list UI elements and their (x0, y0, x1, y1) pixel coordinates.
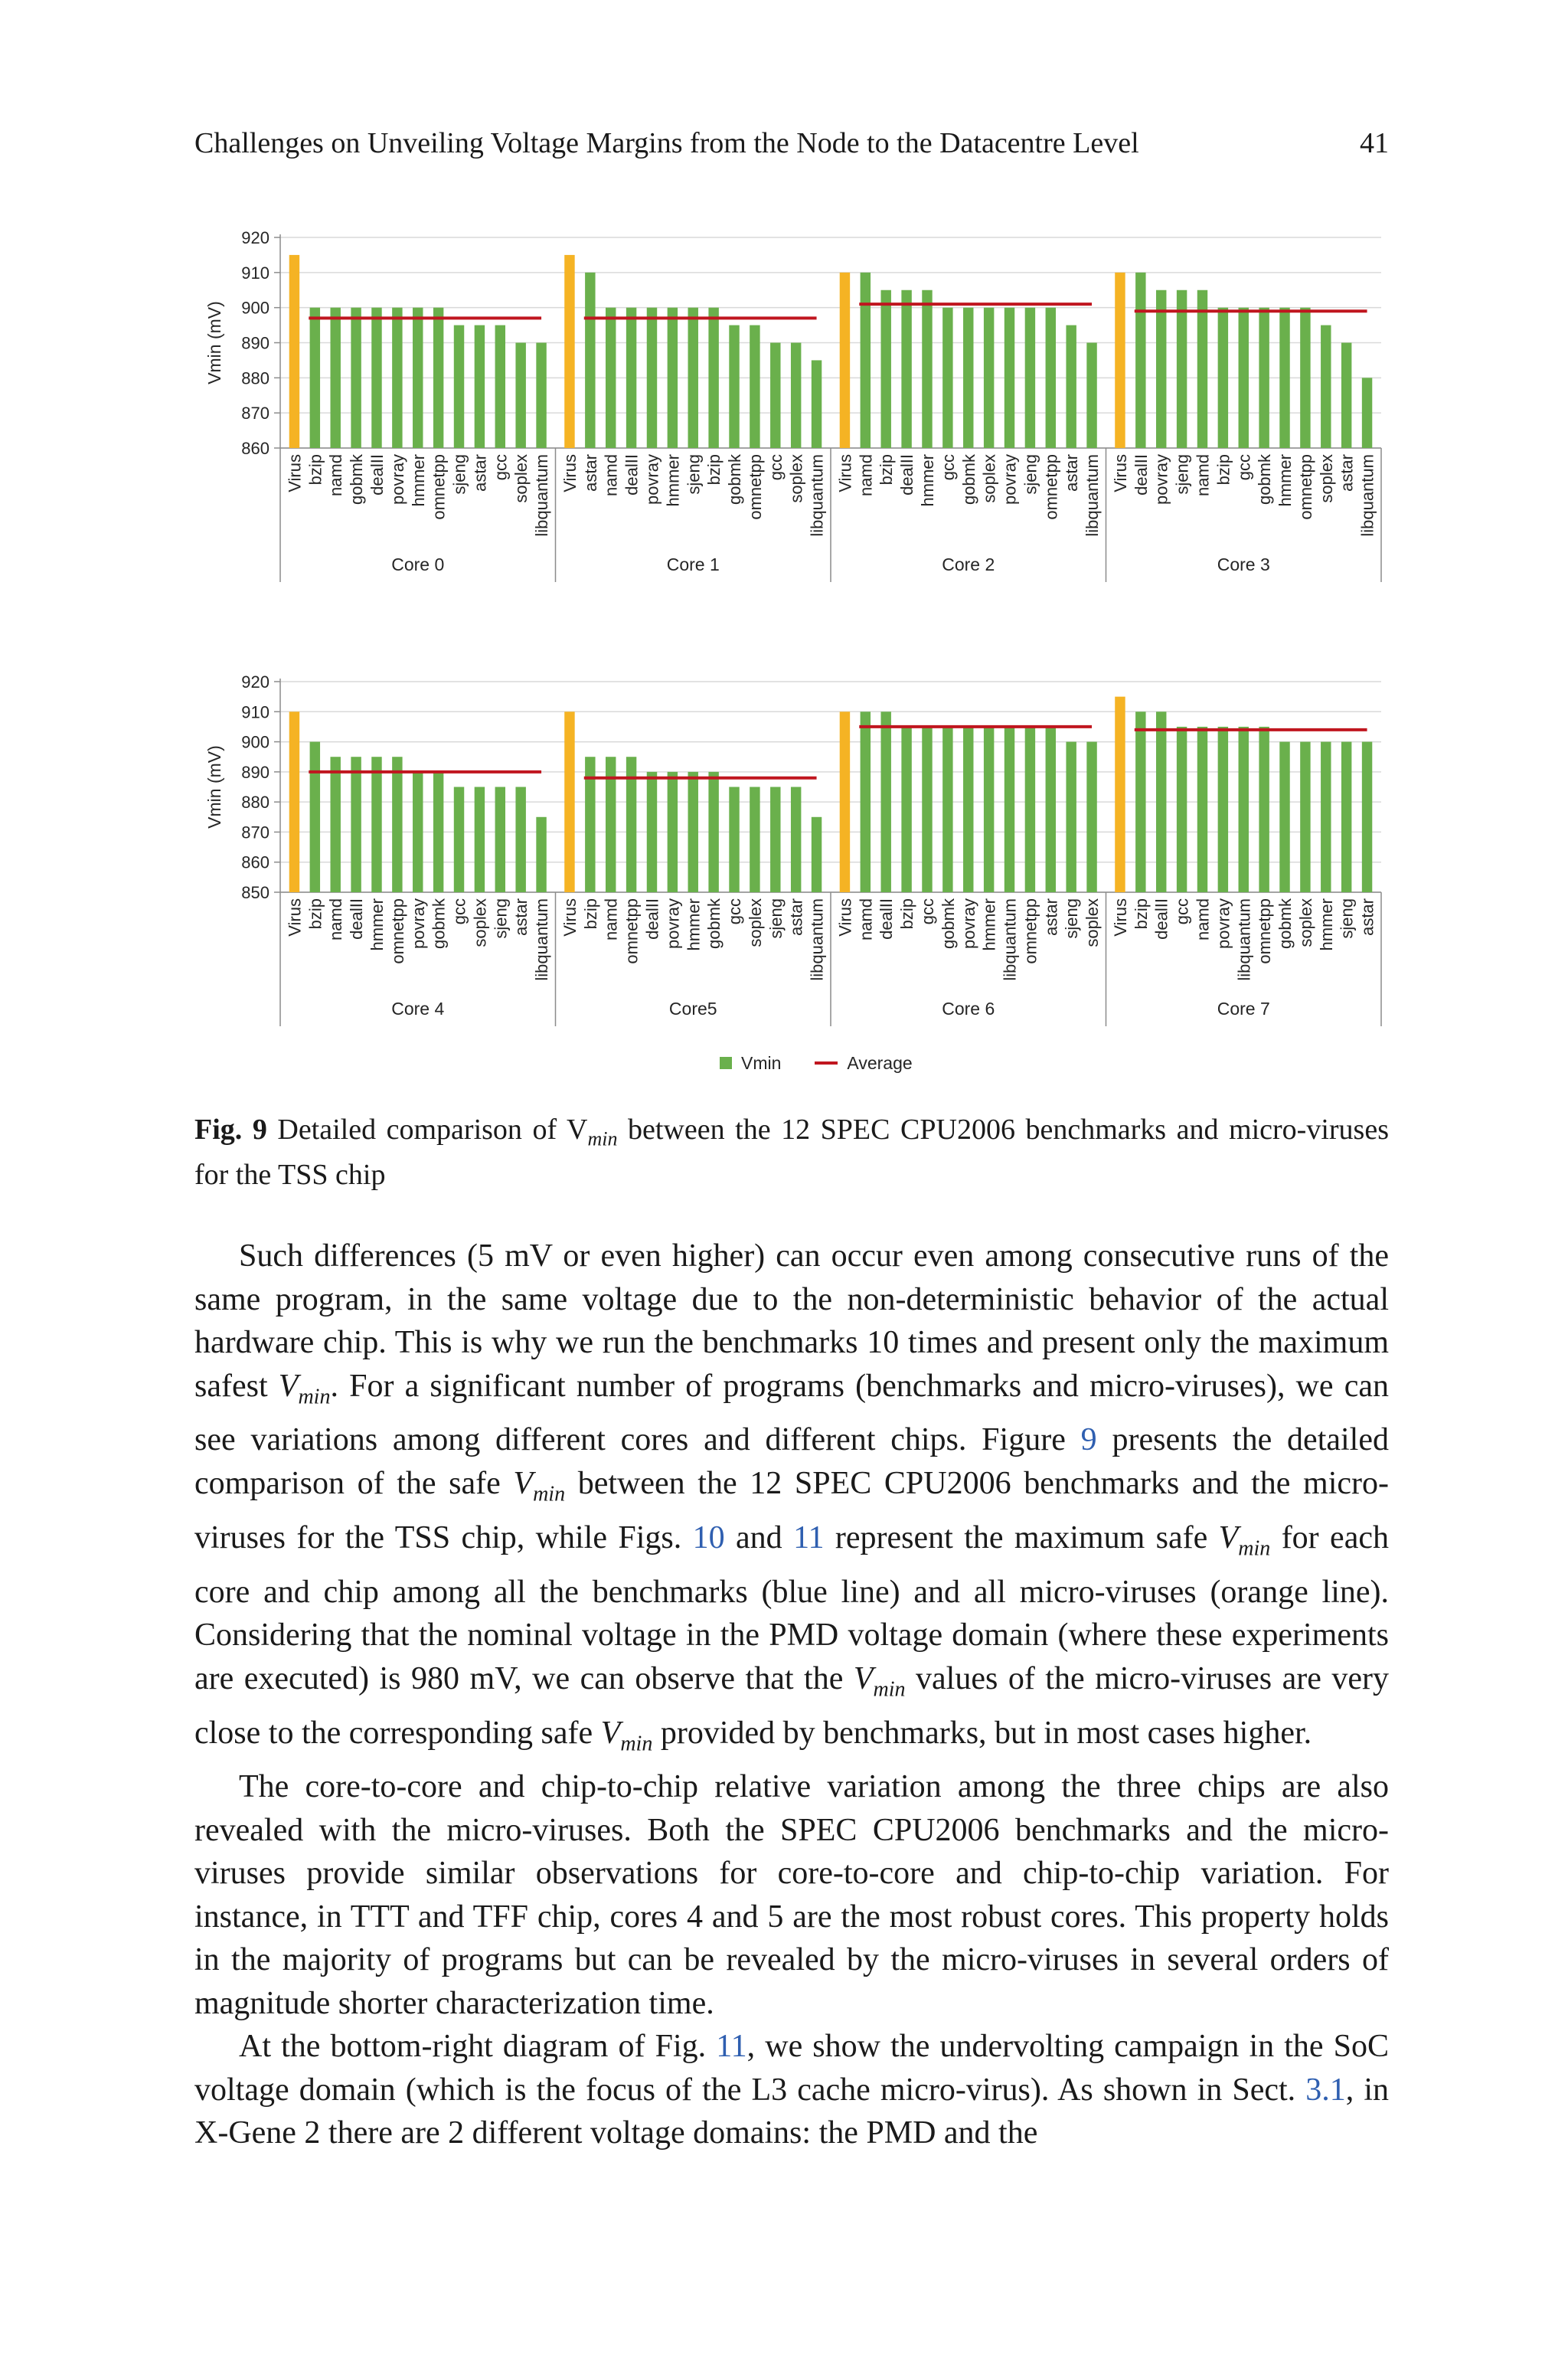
x-tick-label: libquantum (532, 898, 552, 981)
bar (536, 817, 546, 892)
bar (454, 787, 464, 893)
group-label: Core 6 (942, 999, 995, 1019)
vmin-subscript: min (873, 1677, 906, 1702)
x-tick-label: dealII (1152, 898, 1171, 940)
bar (840, 273, 850, 448)
bar (1300, 742, 1310, 892)
bar (963, 727, 973, 892)
bar (812, 360, 822, 448)
text-run: , we show the undervolting campaign in the SoC voltage domain (which is the focus of the L3 cache micro-virus). As shown in Sect. (194, 2029, 1389, 2108)
x-tick-label: namd (601, 898, 621, 941)
figure-caption (194, 1112, 1389, 1193)
x-tick-label: dealII (367, 454, 387, 496)
y-tick-label: 870 (241, 404, 270, 424)
x-tick-label: povray (1000, 454, 1020, 505)
group-label: Core 0 (391, 554, 445, 574)
x-tick-label: soplex (1295, 898, 1315, 947)
x-tick-label: gobmk (704, 898, 724, 950)
bar (791, 787, 801, 893)
bar (413, 308, 423, 448)
bar (1115, 697, 1125, 892)
x-tick-label: dealII (622, 454, 642, 496)
bar (1115, 273, 1125, 448)
x-tick-label: dealII (642, 898, 662, 940)
text-run: for each core and chip among all the benchmarks (blue line) and all micro-viruses (orange line). Considering that the nominal voltage in the PMD voltage domain (where these experiments are executed) is 980 mV, we can observe that the (194, 1519, 1389, 1696)
figure-link[interactable]: 10 (692, 1519, 725, 1555)
x-tick-label: gobmk (938, 898, 958, 950)
x-tick-label: soplex (1316, 454, 1336, 503)
x-tick-label: omnetpp (387, 898, 407, 964)
x-tick-label: sjeng (449, 454, 469, 495)
bar (1156, 290, 1166, 448)
x-tick-label: soplex (1083, 898, 1102, 947)
x-tick-label: bzip (305, 454, 325, 486)
x-tick-label: gcc (491, 454, 511, 481)
bar (564, 255, 574, 448)
bar (647, 308, 657, 448)
x-tick-label: gcc (766, 454, 786, 481)
caption-text-before: Detailed comparison of V (277, 1114, 588, 1146)
bar (289, 711, 299, 892)
bar (750, 787, 760, 893)
text-run: between the 12 SPEC CPU2006 benchmarks and the micro-viruses for the TSS chip, while Figs. (194, 1465, 1389, 1555)
bar (942, 727, 952, 892)
bar (606, 308, 616, 448)
caption-text-after: between the 12 SPEC CPU2006 benchmarks and micro-viruses for the TSS chip (194, 1114, 1389, 1191)
bar (536, 343, 546, 449)
bar (495, 325, 505, 448)
bar (1197, 727, 1207, 892)
legend-swatch-average (815, 1061, 838, 1065)
section-link[interactable]: 3.1 (1305, 2072, 1346, 2108)
y-tick-label: 870 (241, 823, 270, 842)
bar (1135, 711, 1145, 892)
x-tick-label: sjeng (1021, 454, 1040, 495)
bar (942, 308, 952, 448)
bar (1177, 727, 1187, 892)
text-run: Such differences (5 mV or even higher) can occur even among consecutive runs of the same program, in the same voltage due to the non-deterministic behavior of the actual hardware chip. This is why we run the benchmarks 10 times and present only the maximum safest (194, 1238, 1389, 1404)
bar (310, 742, 320, 892)
x-tick-label: bzip (1131, 898, 1151, 930)
vmin-symbol: V (278, 1368, 299, 1404)
x-tick-label: hmmer (1316, 898, 1336, 951)
bar (770, 343, 780, 449)
x-tick-label: dealII (1131, 454, 1151, 496)
legend-label-average: Average (847, 1052, 913, 1073)
bar (901, 727, 911, 892)
x-tick-label: hmmer (684, 898, 704, 951)
vmin-chart-cores-4-7 (0, 666, 1568, 1034)
bar (840, 711, 850, 892)
bar (1259, 727, 1269, 892)
bar (668, 308, 678, 448)
running-head-title: Challenges on Unveiling Voltage Margins from the Node to the Datacentre Level (194, 127, 1139, 159)
bar (647, 772, 657, 892)
x-tick-label: astar (1062, 454, 1082, 492)
y-tick-label: 910 (241, 263, 270, 283)
bar (330, 308, 340, 448)
bar (475, 325, 485, 448)
bar (708, 772, 718, 892)
bar (1046, 308, 1056, 448)
x-tick-label: namd (1193, 898, 1213, 941)
y-tick-label: 880 (241, 368, 270, 388)
bar (515, 343, 525, 449)
bar (351, 757, 361, 892)
bar (812, 817, 822, 892)
x-tick-label: astar (1357, 898, 1377, 936)
x-tick-label: libquantum (1357, 454, 1377, 537)
x-tick-label: gcc (1234, 454, 1254, 481)
x-tick-label: gcc (938, 454, 958, 481)
legend-label-vmin: Vmin (741, 1052, 782, 1073)
x-tick-label: namd (856, 898, 876, 941)
x-tick-label: gcc (1172, 898, 1192, 925)
bar (1218, 308, 1228, 448)
bar (729, 325, 739, 448)
bar (310, 308, 320, 448)
x-tick-label: Virus (560, 454, 580, 492)
bar (515, 787, 525, 893)
bar (585, 273, 595, 448)
text-run: At the bottom-right diagram of Fig. (239, 2029, 717, 2065)
group-label: Core5 (668, 999, 717, 1019)
bar (392, 308, 402, 448)
y-axis-label: Vmin (mV) (204, 745, 224, 829)
x-tick-label: libquantum (1000, 898, 1020, 981)
x-tick-label: bzip (1214, 454, 1233, 486)
group-label: Core 3 (1217, 554, 1270, 574)
bar (371, 757, 381, 892)
bar (1218, 727, 1228, 892)
bar (1086, 742, 1096, 892)
x-tick-label: astar (511, 898, 531, 936)
bar (1025, 308, 1035, 448)
bar (1177, 290, 1187, 448)
x-tick-label: sjeng (766, 898, 786, 939)
x-tick-label: hmmer (663, 454, 683, 507)
paragraph-2: The core-to-core and chip-to-chip relative variation among the three chips are also revealed with the micro-viruses. Both the SPEC CPU2006 benchmarks and the micro-viruses provide similar observations for core-to-core and chip-to-chip variation. For instance, in TTT and TFF chip, cores 4 and 5 are the most robust cores. This property holds in the majority of programs but can be revealed by the micro-viruses in several orders of magnitude shorter characterization time. (194, 1769, 1389, 2021)
x-tick-label: povray (387, 454, 407, 505)
text-run: provided by benchmarks, but in most cases higher. (652, 1715, 1312, 1751)
bar (1362, 742, 1372, 892)
bar (1066, 325, 1076, 448)
legend-swatch-vmin (720, 1057, 732, 1069)
text-run: presents the detailed comparison of the safe (194, 1422, 1389, 1501)
bar (1066, 742, 1076, 892)
bar (984, 308, 994, 448)
x-tick-label: Virus (1110, 454, 1130, 492)
x-tick-label: Virus (835, 898, 855, 937)
x-tick-label: omnetpp (745, 454, 765, 520)
paragraph-1 (194, 1235, 1389, 1765)
x-tick-label: sjeng (684, 454, 704, 495)
page-number: 41 (1360, 127, 1389, 159)
x-tick-label: libquantum (1083, 454, 1102, 537)
figure-link[interactable]: 11 (793, 1519, 825, 1555)
x-tick-label: povray (1152, 454, 1171, 505)
bar (770, 787, 780, 893)
x-tick-label: gobmk (347, 454, 367, 505)
x-tick-label: sjeng (491, 898, 511, 939)
bar (495, 787, 505, 893)
bar (922, 727, 932, 892)
x-tick-label: soplex (979, 454, 999, 503)
vmin-symbol: V (600, 1715, 621, 1751)
bar (454, 325, 464, 448)
x-tick-label: gcc (449, 898, 469, 925)
x-tick-label: libquantum (532, 454, 552, 537)
x-tick-label: omnetpp (1255, 898, 1275, 964)
x-tick-label: povray (1214, 898, 1233, 950)
y-tick-label: 920 (241, 672, 270, 692)
y-tick-label: 880 (241, 793, 270, 813)
bar (1046, 727, 1056, 892)
x-tick-label: soplex (745, 898, 765, 947)
x-tick-label: namd (1193, 454, 1213, 497)
y-axis-label: Vmin (mV) (204, 301, 224, 384)
x-tick-label: hmmer (979, 898, 999, 951)
x-tick-label: namd (601, 454, 621, 497)
y-tick-label: 860 (241, 852, 270, 872)
bar (750, 325, 760, 448)
bar (880, 290, 890, 448)
x-tick-label: soplex (511, 454, 531, 503)
bar (564, 711, 574, 892)
bar (1086, 343, 1096, 449)
bar (1004, 727, 1014, 892)
x-tick-label: omnetpp (1021, 898, 1040, 964)
bar (371, 308, 381, 448)
bar (861, 711, 871, 892)
x-tick-label: sjeng (1062, 898, 1082, 939)
y-tick-label: 850 (241, 883, 270, 902)
text-run: represent the maximum safe (824, 1519, 1219, 1555)
x-tick-label: sjeng (1337, 898, 1357, 939)
bar (1341, 742, 1351, 892)
figure-link[interactable]: 9 (1080, 1422, 1097, 1458)
vmin-symbol: V (1218, 1519, 1239, 1555)
x-tick-label: dealII (347, 898, 367, 940)
x-tick-label: povray (959, 898, 978, 950)
y-tick-label: 890 (241, 333, 270, 353)
bar (330, 757, 340, 892)
vmin-symbol: V (513, 1465, 534, 1501)
bar (729, 787, 739, 893)
bar (688, 308, 698, 448)
x-tick-label: astar (580, 454, 600, 492)
x-tick-label: povray (663, 898, 683, 950)
bar (880, 711, 890, 892)
x-tick-label: omnetpp (1041, 454, 1061, 520)
vmin-symbol: V (853, 1660, 874, 1696)
bar (963, 308, 973, 448)
bar (1279, 742, 1289, 892)
group-label: Core 7 (1217, 999, 1270, 1019)
bar (1279, 308, 1289, 448)
x-tick-label: hmmer (1276, 454, 1295, 507)
y-tick-label: 900 (241, 732, 270, 752)
x-tick-label: povray (408, 898, 428, 950)
group-label: Core 4 (391, 999, 445, 1019)
vmin-subscript: min (620, 1731, 653, 1755)
text-run: and (724, 1519, 794, 1555)
figure-label: Fig. 9 (194, 1114, 267, 1146)
x-tick-label: bzip (877, 454, 897, 486)
x-tick-label: dealII (897, 454, 917, 496)
vmin-chart-cores-0-3 (0, 222, 1568, 590)
bar (392, 757, 402, 892)
x-tick-label: omnetpp (622, 898, 642, 964)
x-tick-label: gcc (917, 898, 937, 925)
figure-link[interactable]: 11 (716, 2029, 747, 2065)
bar (1321, 325, 1331, 448)
body-text (194, 1235, 1389, 2155)
chart-legend (720, 1049, 913, 1077)
text-run: . For a significant number of programs (benchmarks and micro-viruses), we can see variations among different cores and different chips. Figure (194, 1368, 1389, 1458)
y-tick-label: 910 (241, 702, 270, 722)
bar (901, 290, 911, 448)
x-tick-label: libquantum (807, 898, 827, 981)
bar (289, 255, 299, 448)
bar (1239, 308, 1249, 448)
bar (1156, 711, 1166, 892)
x-tick-label: gcc (725, 898, 745, 925)
bar (1362, 378, 1372, 448)
bar (433, 308, 443, 448)
bar (475, 787, 485, 893)
bar (1239, 727, 1249, 892)
vmin-subscript: min (1238, 1536, 1271, 1561)
x-tick-label: gobmk (1255, 454, 1275, 505)
group-label: Core 1 (666, 554, 720, 574)
bar (984, 727, 994, 892)
bar (433, 772, 443, 892)
vmin-subscript: min (298, 1384, 331, 1408)
x-tick-label: soplex (786, 454, 806, 503)
x-tick-label: povray (642, 454, 662, 505)
x-tick-label: Virus (285, 454, 305, 492)
x-tick-label: namd (856, 454, 876, 497)
caption-subscript: min (587, 1127, 618, 1150)
x-tick-label: omnetpp (1295, 454, 1315, 520)
group-label: Core 2 (942, 554, 995, 574)
bar (413, 772, 423, 892)
x-tick-label: omnetpp (429, 454, 449, 520)
x-tick-label: hmmer (917, 454, 937, 507)
legend-item-average (815, 1053, 912, 1074)
x-tick-label: libquantum (807, 454, 827, 537)
bar (1197, 290, 1207, 448)
bar (1259, 308, 1269, 448)
bar (1321, 742, 1331, 892)
x-tick-label: Virus (835, 454, 855, 492)
bar (626, 308, 636, 448)
y-tick-label: 920 (241, 228, 270, 247)
x-tick-label: soplex (470, 898, 490, 947)
x-tick-label: hmmer (408, 454, 428, 507)
x-tick-label: gobmk (725, 454, 745, 505)
bar (708, 308, 718, 448)
x-tick-label: gobmk (959, 454, 978, 505)
bar (668, 772, 678, 892)
x-tick-label: gobmk (429, 898, 449, 950)
x-tick-label: bzip (580, 898, 600, 930)
x-tick-label: astar (786, 898, 806, 936)
y-tick-label: 900 (241, 298, 270, 318)
legend-item-vmin (720, 1053, 781, 1074)
y-tick-label: 860 (241, 439, 270, 458)
bar (1004, 308, 1014, 448)
x-tick-label: bzip (305, 898, 325, 930)
y-tick-label: 890 (241, 762, 270, 782)
x-tick-label: astar (470, 454, 490, 492)
text-run: , in X-Gene 2 there are 2 different voltage domains: the PMD and the (194, 2072, 1390, 2151)
text-run: values of the micro-viruses are very close to the corresponding safe (194, 1660, 1389, 1751)
x-tick-label: namd (326, 454, 346, 497)
paragraph-3 (194, 2025, 1389, 2155)
x-tick-label: libquantum (1234, 898, 1254, 981)
x-tick-label: Virus (1110, 898, 1130, 937)
bar (1300, 308, 1310, 448)
x-tick-label: bzip (704, 454, 724, 486)
bar (688, 772, 698, 892)
x-tick-label: astar (1041, 898, 1061, 936)
running-head (194, 124, 1389, 162)
x-tick-label: Virus (560, 898, 580, 937)
x-tick-label: gobmk (1276, 898, 1295, 950)
x-tick-label: namd (326, 898, 346, 941)
x-tick-label: bzip (897, 898, 917, 930)
bar (1341, 343, 1351, 449)
x-tick-label: astar (1337, 454, 1357, 492)
bar (791, 343, 801, 449)
bar (351, 308, 361, 448)
bar (1135, 273, 1145, 448)
vmin-subscript: min (533, 1482, 566, 1506)
bar (922, 290, 932, 448)
x-tick-label: sjeng (1172, 454, 1192, 495)
x-tick-label: hmmer (367, 898, 387, 951)
x-tick-label: Virus (285, 898, 305, 937)
x-tick-label: dealII (877, 898, 897, 940)
bar (1025, 727, 1035, 892)
bar (861, 273, 871, 448)
